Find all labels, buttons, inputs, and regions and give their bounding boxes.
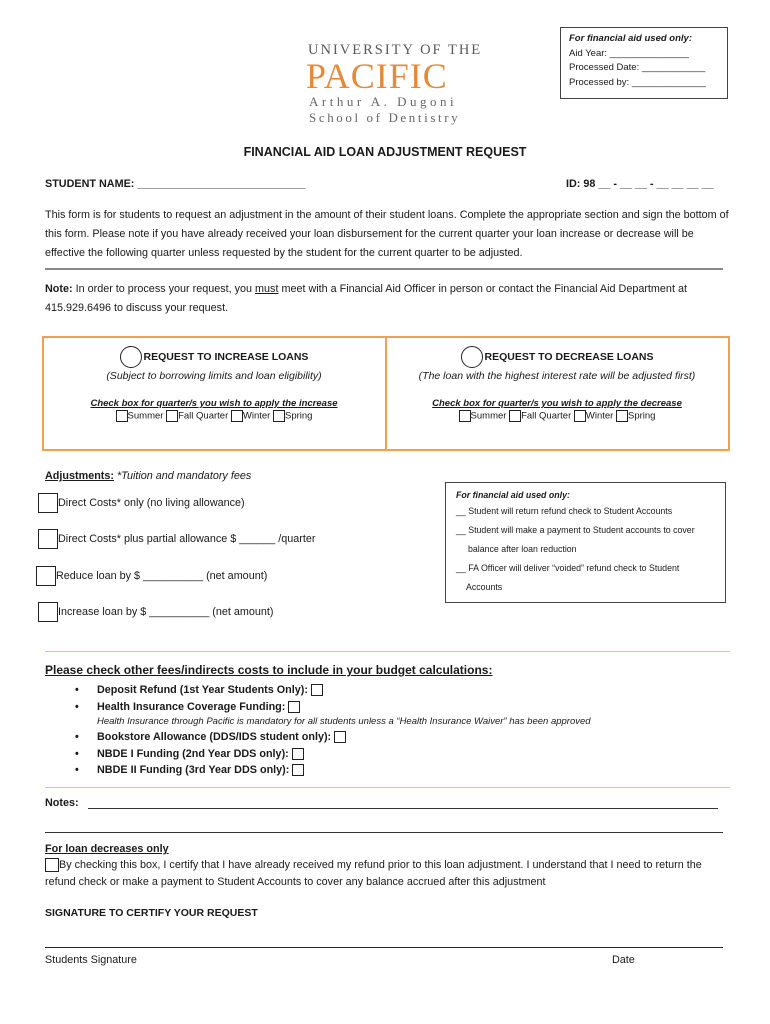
increase-fall-checkbox[interactable]: [166, 410, 178, 422]
increase-radio[interactable]: [120, 346, 142, 368]
increase-winter-checkbox[interactable]: [231, 410, 243, 422]
decrease-fall-checkbox[interactable]: [509, 410, 521, 422]
adjustment-label: Increase loan by $ __________ (net amount): [58, 605, 274, 618]
increase-heading: REQUEST TO INCREASE LOANS: [143, 350, 309, 363]
notes-label: Notes:: [45, 797, 79, 809]
decrease-heading: REQUEST TO DECREASE LOANS: [484, 350, 654, 363]
adjustment-option: [38, 493, 245, 513]
fee-item: [45, 746, 735, 763]
reduce-loan-checkbox[interactable]: [36, 566, 56, 586]
note-text-2: meet with a Financial Aid Officer in person or contact the Financial Aid Department at 415.929.6496 to discuss your request.: [45, 283, 687, 314]
certify-checkbox[interactable]: [45, 858, 59, 872]
decrease-radio[interactable]: [461, 346, 483, 368]
fees-heading: Please check other fees/indirects costs to include in your budget calculations:: [45, 663, 493, 677]
adjustment-label: Direct Costs* only (no living allowance): [58, 496, 245, 509]
aid-year-field[interactable]: Aid Year: _______________: [569, 47, 689, 59]
fee-label: Deposit Refund (1st Year Students Only):: [97, 684, 308, 696]
notes-line[interactable]: [45, 832, 723, 833]
fee-item: [45, 682, 735, 699]
logo-university: UNIVERSITY OF THE: [308, 42, 483, 58]
decrease-check-label: Check box for quarter/s you wish to apply the decrease: [432, 398, 682, 409]
quarter-label: Spring: [284, 410, 313, 422]
quarter-label: Fall Quarter: [178, 410, 229, 422]
section-rule: [45, 787, 730, 788]
quarter-label: Winter: [585, 410, 614, 422]
adjustments-note: *Tuition and mandatory fees: [113, 470, 252, 482]
fee-label: NBDE II Funding (3rd Year DDS only):: [97, 764, 290, 776]
adjustment-option: [38, 529, 315, 549]
adjustment-option: [36, 566, 267, 586]
divider: [45, 268, 723, 270]
increase-section: [44, 338, 384, 422]
increase-summer-checkbox[interactable]: [116, 410, 128, 422]
nbde2-checkbox[interactable]: [292, 764, 304, 776]
student-name-field[interactable]: STUDENT NAME: ____________________________: [45, 178, 306, 190]
adjustment-label: Direct Costs* plus partial allowance $ ______ /quarter: [58, 532, 316, 545]
health-insurance-checkbox[interactable]: [288, 701, 300, 713]
signature-line[interactable]: [45, 947, 723, 948]
increase-quarters: [44, 410, 384, 422]
students-signature-label: Students Signature: [45, 954, 137, 966]
quarter-label: Fall Quarter: [521, 410, 572, 422]
aid-box-mid-title: For financial aid used only:: [456, 490, 570, 500]
adjustments-label: Adjustments:: [45, 470, 114, 482]
quarter-label: Winter: [242, 410, 271, 422]
processed-date-field[interactable]: Processed Date: ____________: [569, 62, 706, 73]
loan-request-box: [42, 336, 730, 451]
decrease-subheading: (The loan with the highest interest rate will be adjusted first): [418, 370, 696, 382]
notes-line[interactable]: [88, 808, 718, 809]
fee-item: [45, 699, 735, 716]
financial-aid-use-box: [560, 27, 728, 99]
date-label: Date: [612, 954, 635, 966]
logo-pacific: PACIFIC: [306, 56, 448, 96]
fee-label: NBDE I Funding (2nd Year DDS only):: [97, 747, 289, 760]
increase-check-label: Check box for quarter/s you wish to apply the increase: [90, 398, 338, 409]
signature-heading: SIGNATURE TO CERTIFY YOUR REQUEST: [45, 907, 258, 919]
fees-list: [45, 682, 735, 779]
insurance-note: Health Insurance through Pacific is mandatory for all students unless a “Health Insurance Waiver” has been approved: [97, 716, 591, 727]
loan-decreases-paragraph: [45, 857, 725, 891]
quarter-label: Summer: [470, 410, 507, 422]
adjustments-header: [45, 470, 251, 482]
aid-box-title: For financial aid used only:: [569, 33, 692, 44]
quarter-label: Summer: [127, 410, 164, 422]
aid-option-cont: Accounts: [466, 582, 503, 592]
decrease-winter-checkbox[interactable]: [574, 410, 586, 422]
direct-costs-only-checkbox[interactable]: [38, 493, 58, 513]
decrease-spring-checkbox[interactable]: [616, 410, 628, 422]
decrease-summer-checkbox[interactable]: [459, 410, 471, 422]
note-must: must: [255, 283, 279, 295]
fee-item: [45, 729, 735, 746]
aid-option: __ FA Officer will deliver “voided” refund check to Student: [456, 563, 680, 573]
student-id-field[interactable]: ID: 98 __ - __ __ - __ __ __ __: [566, 178, 714, 190]
certify-text: By checking this box, I certify that I have already received my refund prior to this loan adjustment. I understand that I need to return the refund check or make a payment to Student Accounts to cover any balance accrued after this adjustment: [45, 859, 702, 888]
increase-loan-checkbox[interactable]: [38, 602, 58, 622]
section-rule: [45, 651, 730, 652]
quarter-label: Spring: [627, 410, 656, 422]
nbde1-checkbox[interactable]: [292, 748, 304, 760]
adjustment-option: [38, 602, 274, 622]
note-label: Note:: [45, 283, 73, 295]
processed-by-field[interactable]: Processed by: ______________: [569, 76, 706, 88]
fee-label: Health Insurance Coverage Funding:: [97, 700, 286, 713]
logo-school-name: Arthur A. Dugoni: [309, 94, 458, 109]
direct-costs-partial-checkbox[interactable]: [38, 529, 58, 549]
note-paragraph: [45, 280, 730, 318]
intro-paragraph: This form is for students to request an adjustment in the amount of their student loans. Complete the appropriate section and sign the bottom of this form. Please note if you have already received your loan disbursement for the current quarter your loan increase or decrease will be effective the following quarter unless requested by the student for the current quarter to be adjusted.: [45, 209, 729, 259]
logo-school-subtitle: School of Dentistry: [309, 110, 461, 125]
adjustment-label: Reduce loan by $ __________ (net amount): [56, 569, 268, 582]
decrease-section: [387, 338, 727, 422]
aid-option-cont: balance after loan reduction: [468, 544, 577, 554]
aid-option: __ Student will return refund check to Student Accounts: [456, 506, 673, 516]
increase-subheading: (Subject to borrowing limits and loan eligibility): [106, 370, 322, 382]
increase-spring-checkbox[interactable]: [273, 410, 285, 422]
decrease-quarters: [387, 410, 727, 422]
loan-decreases-heading: For loan decreases only: [45, 843, 169, 855]
bookstore-checkbox[interactable]: [334, 731, 346, 743]
fee-item: [45, 762, 735, 779]
aid-option: __ Student will make a payment to Student accounts to cover: [456, 525, 695, 535]
note-text-1: In order to process your request, you: [72, 283, 256, 295]
deposit-refund-checkbox[interactable]: [311, 684, 323, 696]
form-title: FINANCIAL AID LOAN ADJUSTMENT REQUEST: [243, 145, 527, 159]
fee-label: Bookstore Allowance (DDS/IDS student only):: [97, 731, 332, 743]
financial-aid-use-box-mid: [445, 482, 726, 603]
